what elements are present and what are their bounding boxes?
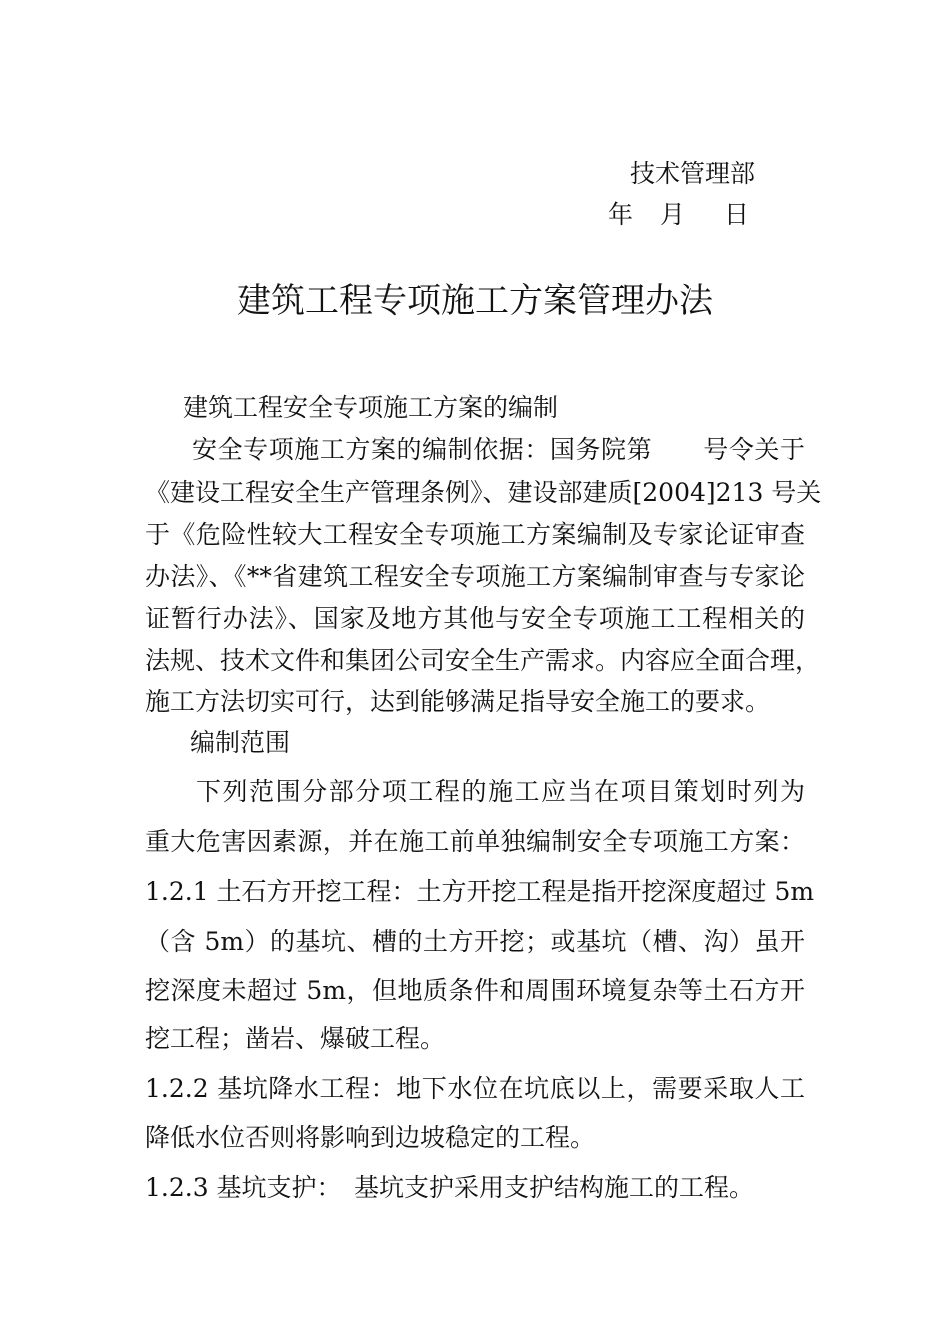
list-item-line: 降低水位否则将影响到边坡稳定的工程。 [145, 1123, 596, 1152]
list-item-line: 1.2.1 土石方开挖工程：土方开挖工程是指开挖深度超过 5m [145, 877, 815, 906]
scope-heading: 编制范围 [190, 728, 291, 757]
list-item-line: 挖深度未超过 5m，但地质条件和周围环境复杂等土石方开 [145, 976, 805, 1005]
section-heading: 建筑工程安全专项施工方案的编制 [183, 393, 559, 422]
paragraph-line: 下列范围分部分项工程的施工应当在项目策划时列为 [196, 777, 805, 806]
list-item-line: 1.2.2 基坑降水工程：地下水位在坑底以上，需要采取人工 [145, 1074, 805, 1103]
document-title: 建筑工程专项施工方案管理办法 [237, 281, 713, 321]
list-item-line: （含 5m）的基坑、槽的土方开挖；或基坑（槽、沟）虽开 [145, 927, 805, 956]
list-item-line: 1.2.3 基坑支护： 基坑支护采用支护结构施工的工程。 [145, 1173, 755, 1202]
date-month-label: 月 [660, 200, 686, 229]
paragraph-line: 于《危险性较大工程安全专项施工方案编制及专家论证审查 [145, 520, 805, 549]
paragraph-line: 证暂行办法》、国家及地方其他与安全专项施工工程相关的 [145, 604, 805, 633]
date-day-label: 日 [724, 200, 750, 229]
date-year-label: 年 [608, 200, 634, 229]
list-item-line: 挖工程；凿岩、爆破工程。 [145, 1024, 446, 1053]
paragraph-line: 《建设工程安全生产管理条例》、建设部建质[2004]213 号关 [145, 478, 822, 507]
paragraph-line: 重大危害因素源，并在施工前单独编制安全专项施工方案： [145, 827, 805, 856]
paragraph-line: 施工方法切实可行，达到能够满足指导安全施工的要求。 [145, 687, 771, 716]
department-label: 技术管理部 [630, 159, 756, 188]
paragraph-line: 办法》、《**省建筑工程安全专项施工方案编制审查与专家论 [145, 562, 805, 591]
paragraph-line: 安全专项施工方案的编制依据：国务院第 号令关于 [192, 435, 805, 464]
paragraph-line: 法规、技术文件和集团公司安全生产需求。内容应全面合理， [145, 646, 821, 675]
